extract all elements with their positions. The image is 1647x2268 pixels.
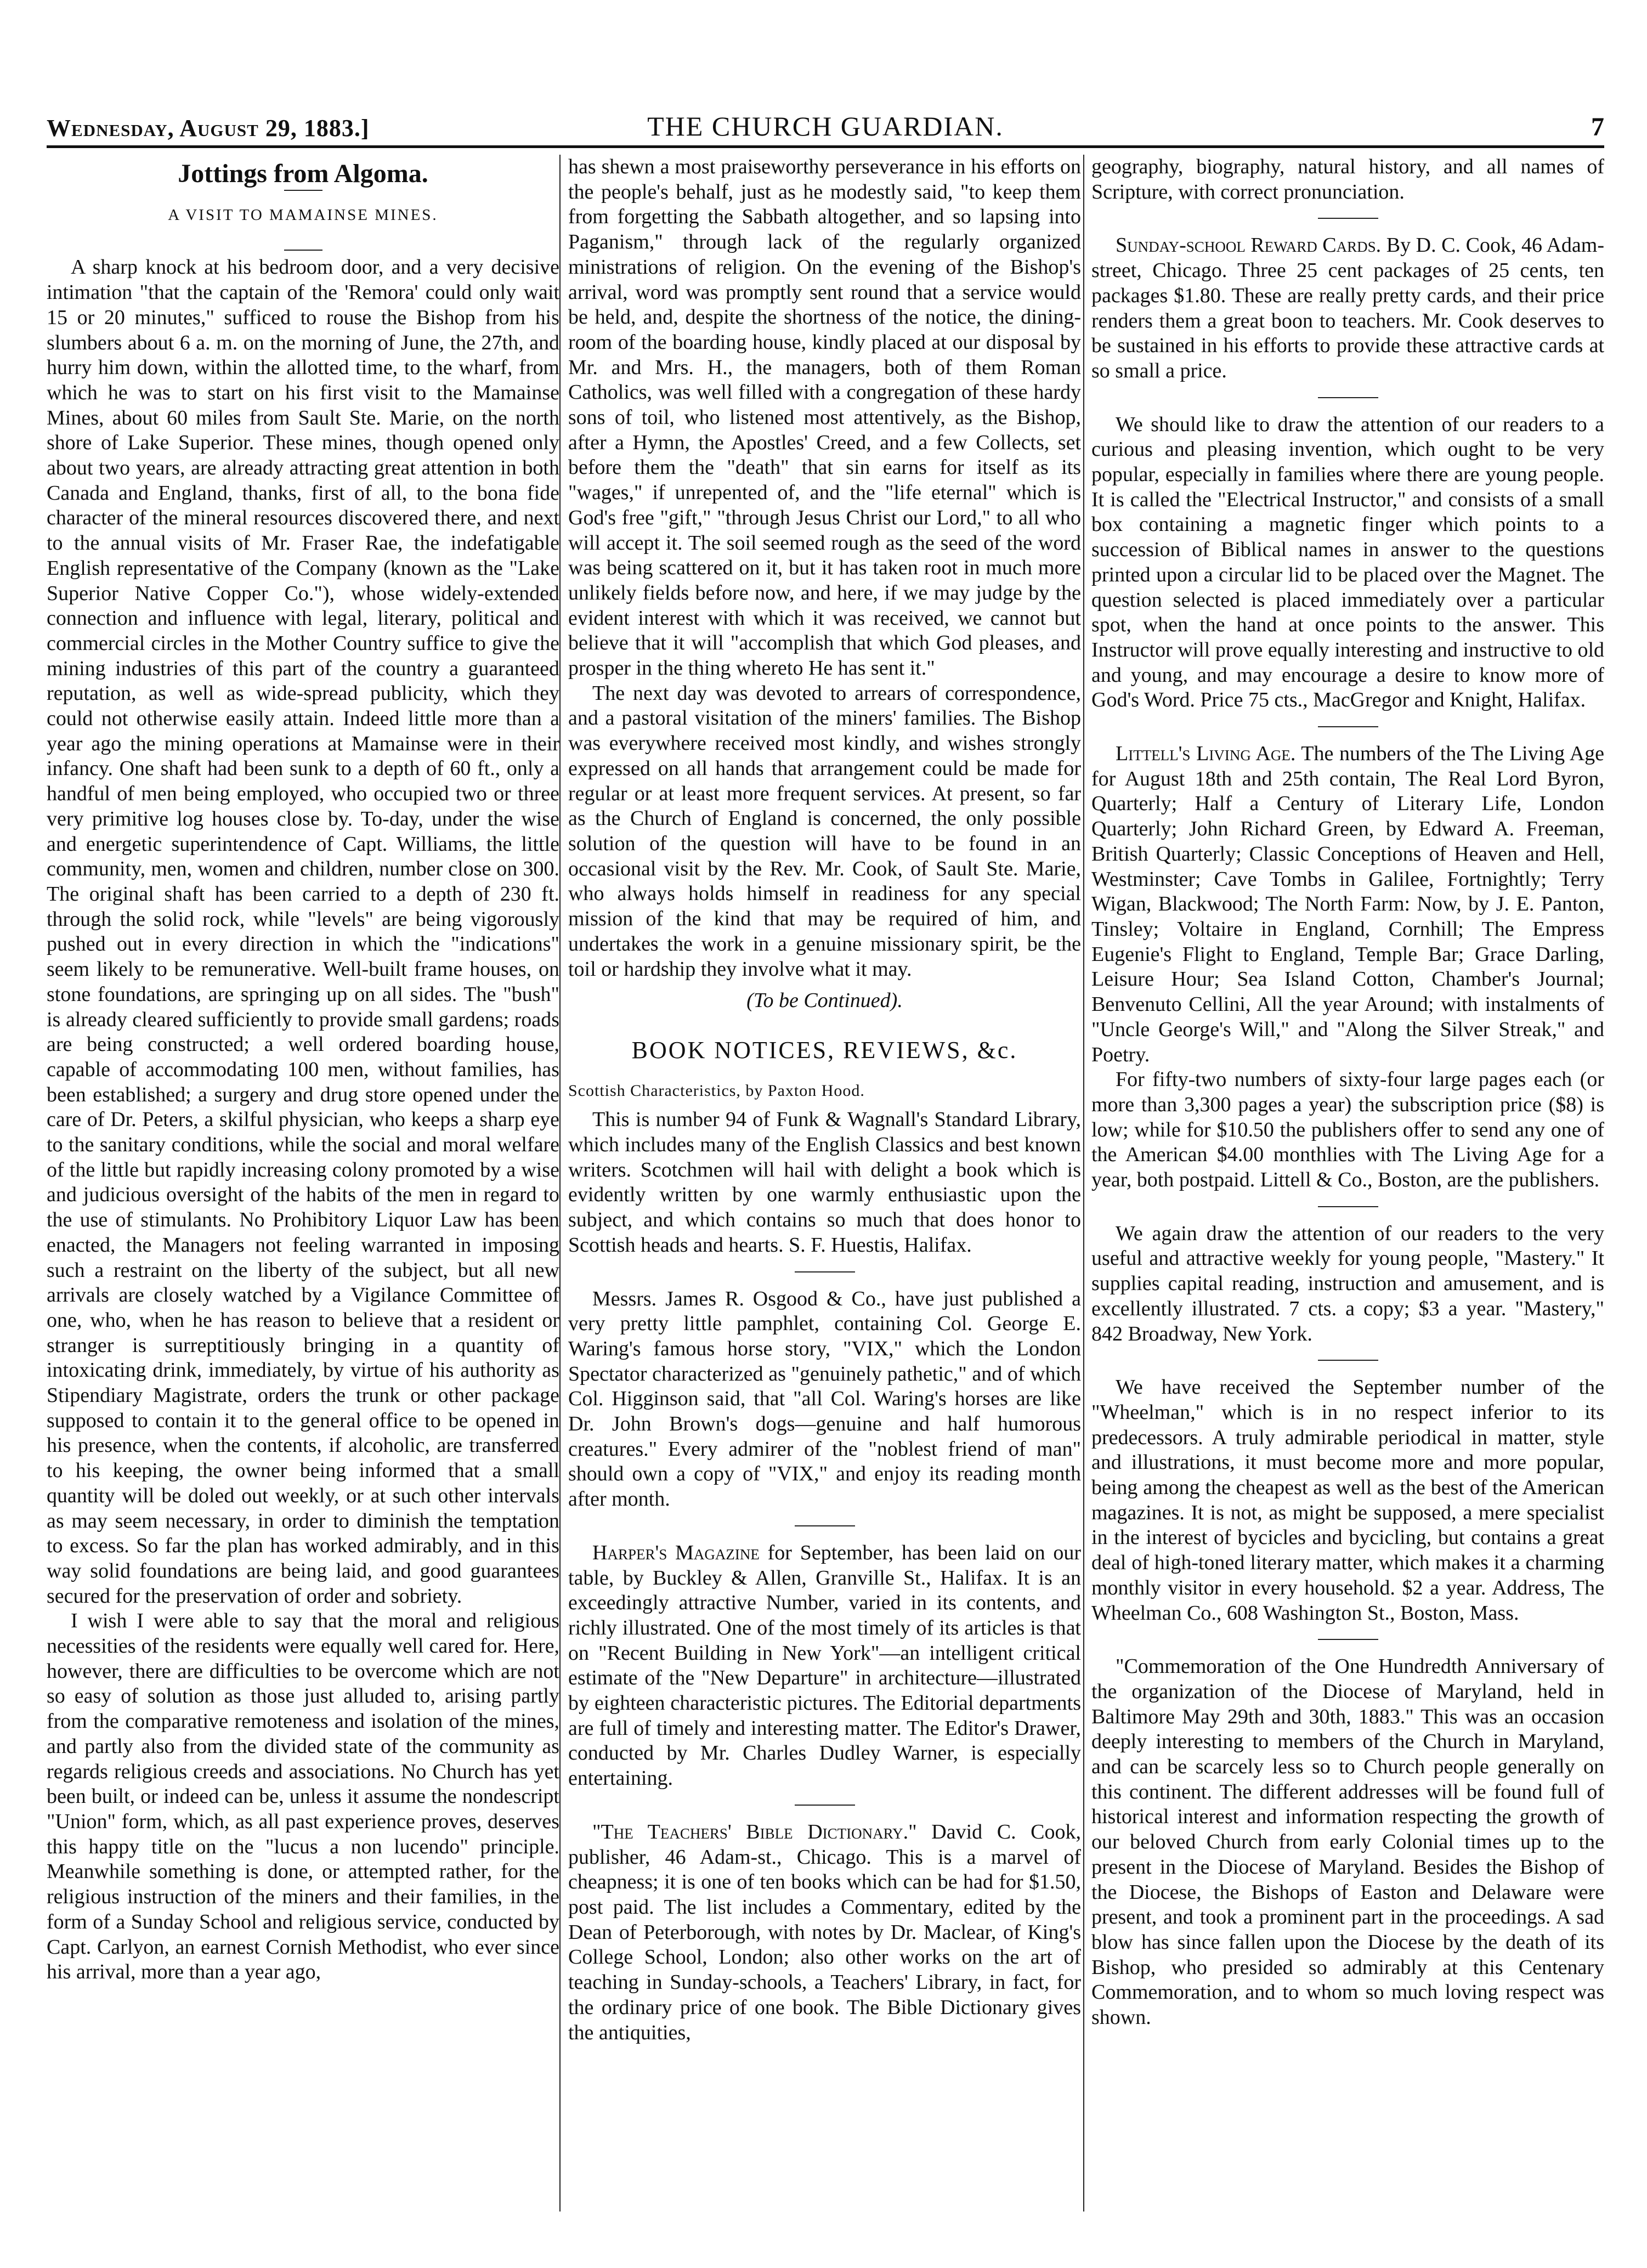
column-2: [568, 155, 1081, 2239]
divider: [795, 1525, 855, 1526]
review-text: for September, has been laid on our table, by Buckley & Allen, Granville St., Halifax. It is an exceedingly attractive Number, varied in its contents, and richly illustrated. One of the most timely of its articles is that on "Recent Building in New York"—an intelligent critical estimate of the "New Departure" in architecture—illustrated by eighteen characteristic pictures. The Editorial departments are full of timely and interesting matter. The Editor's Drawer, conducted by Mr. Charles Dudley Warner, is especially entertaining.: [568, 1541, 1081, 1790]
divider: [1318, 397, 1378, 398]
article-subheading: A VISIT TO MAMAINSE MINES.: [168, 206, 438, 224]
review-item: [568, 1541, 1081, 1791]
review-lead: Littell's Living Age.: [1116, 742, 1296, 766]
article-paragraph: A sharp knock at his bedroom door, and a very decisive intimation "that the captain of the 'Remora' could only wait 15 or 20 minutes," sufficed to rouse the Bishop from his slumbers about 6 a. m. on the morning of June, the 27th, and hurry him down, within the allotted time, to the wharf, from which he was to start on his first visit to the Mamainse Mines, about 60 miles from Sault Ste. Marie, on the north shore of Lake Superior. These mines, though opened only about two years, are already attracting great attention in both Canada and England, thanks, first of all, to the bona fide character of the mineral resources discovered there, and next to the annual visits of Mr. Fraser Rae, the indefatigable English representative of the Company (known as the "Lake Superior Native Copper Co."), whose widely-extended connection and influence with legal, literary, political and commercial circles in the Mother Country suffice to give the mining industries of this part of the country a guaranteed reputation, as well as wide-spread publicity, which they could not otherwise easily attain. Indeed little more than a year ago the mining operations at Mamainse were in their infancy. One shaft had been sunk to a depth of 60 ft., only a handful of men being employed, who occupied two or three very primitive log houses close by. To-day, under the wise and energetic superintendence of Capt. Williams, the little community, men, women and children, number close on 300. The original shaft has been carried to a depth of 230 ft. through the solid rock, while "levels" are being vigorously pushed out in every direction in which the "indications" seem likely to be remunerative. Well-built frame houses, on stone foundations, are springing up on all sides. The "bush" is already cleared sufficiently to provide small gardens; roads are being constructed; a well ordered boarding house, capable of accommodating 100 men, without families, has been established; a surgery and drug store opened under the care of Dr. Peters, a skilful physician, who keeps a sharp eye to the sanitary conditions, while the social and moral welfare of the little but rapidly increasing colony promoted by a wise and judicious oversight of the habits of the men in regard to the use of stimulants. No Prohibitory Liquor Law has been enacted, the Managers not feeling warranted in imposing such a restraint on the liberty of the subject, but all new arrivals are closely watched by a Vigilance Committee of one, who, when he has reason to believe that a resident or stranger is surreptitiously bringing in a quantity of intoxicating drink, immediately, by virtue of his authority as Stipendiary Magistrate, orders the trunk or other package supposed to contain it to the general office to be opened in his presence, when the contents, if alcoholic, are transferred to his keeping, the owner being informed that a small quantity will be doled out weekly, or at such other intervals as may seem necessary, in order to diminish the temptation to excess. So far the plan has worked admirably, and in this way solid foundations are being laid, and good guarantees secured for the preservation of order and sobriety.: [47, 256, 559, 1608]
column-divider: [559, 155, 561, 2212]
review-text: We should like to draw the attention of our readers to a curious and pleasing invention, which ought to be very popular, especially in families where there are young people. It is called the "Electrical Instructor," and consists of a small box containing a magnetic finger which points to a succession of Biblical names in answer to the questions printed upon a circular lid to be placed over the Magnet. The question selected is placed immediately over a particular spot, when the hand at once points to the answer. This Instructor will prove equally interesting and instructive to old and young, and may encourage a desire to know more of God's Word. Price 75 cts., MacGregor and Knight, Halifax.: [1091, 412, 1604, 712]
article-paragraph: I wish I were able to say that the moral and religious necessities of the residents were equally well cared for. Here, however, there are difficulties to be overcome which are not so easy of solution as those just alluded to, arising partly from the comparative remoteness and isolation of the mines, and partly also from the divided state of the community as regards religious creeds and associations. No Church has yet been built, or indeed can be, unless it assume the nondescript "Union" form, which, as all past experience proves, deserves this happy title on the "lucus a non lucendo" principle. Meanwhile something is done, or attempted rather, for the religious instruction of the miners and their families, in the form of a Sunday School and religious service, conducted by Capt. Carlyon, an earnest Cornish Methodist, who ever since his arrival, more than a year ago,: [47, 1609, 559, 1984]
review-text: David C. Cook, publisher, 46 Adam-st., Chicago. This is a marvel of cheapness; it is one of ten books which can be had for $1.50, post paid. The list includes a Commentary, edited by the Dean of Peterborough, with notes by Dr. Maclear, of King's College School, London; also other works on the art of teaching in Sunday-schools, a Teachers' Library, in fact, for the ordinary price of one book. The Bible Dictionary gives the antiquities,: [568, 1820, 1081, 2044]
divider: [795, 1805, 855, 1806]
divider: [284, 190, 322, 191]
article-paragraph: The next day was devoted to arrears of correspondence, and a pastoral visitation of the miners' families. The Bishop was everywhere received most kindly, and wishes strongly expressed on all hands that arrangement could be made for regular or at least more frequent services. At present, so far as the Church of England is concerned, the only possible solution of the question will have to be found in an occasional visit by the Rev. Mr. Cook, of Sault Ste. Marie, who always holds himself in readiness for any special mission of the kind that may be required of him, and undertakes the work in a genuine missionary spirit, be the toil or hardship they involve what it may.: [568, 681, 1081, 981]
section-heading: BOOK NOTICES, REVIEWS, &c.: [631, 1036, 1018, 1064]
issue-date: Wednesday, August 29, 1883.]: [47, 115, 370, 142]
review-lead: Sunday-school Reward Cards.: [1116, 234, 1382, 257]
article-heading: Jottings from Algoma.: [178, 159, 428, 188]
column-3: [1091, 155, 1604, 2239]
review-text: "Commemoration of the One Hundredth Anniversary of the organization of the Diocese of Maryland, held in Baltimore May 29th and 30th, 1883." This was an occasion deeply interesting to members of the Church in Maryland, and can be scarcely less so to Church people generally on this continent. The different addresses will be found full of historical interest and information respecting the growth of our beloved Church from early Colonial times up to the present in the Diocese of Maryland. Besides the Bishop of the Diocese, the Bishops of Easton and Delaware were present, and took a prominent part in the proceedings. A sad blow has since fallen upon the Diocese by the death of its Bishop, who presided so admirably at this Centenary Commemoration, and to whom so much loving respect was shown.: [1091, 1655, 1604, 2029]
continued-note: (To be Continued).: [746, 989, 903, 1013]
column-1: [47, 155, 559, 2239]
review-title: Scottish Characteristics, by Paxton Hood.: [568, 1081, 865, 1100]
divider: [1318, 1639, 1378, 1640]
newspaper-title: THE CHURCH GUARDIAN.: [647, 111, 1004, 142]
review-item: [1091, 233, 1604, 383]
review-text: We again draw the attention of our readers to the very useful and attractive weekly for young people, "Mastery." It supplies capital reading, instruction and amusement, and is excellently illustrated. 7 cts. a copy; $3 a year. "Mastery," 842 Broadway, New York.: [1091, 1221, 1604, 1345]
review-text: For fifty-two numbers of sixty-four large pages each (or more than 3,300 pages a year) the subscription price ($8) is low; while for $10.50 the publishers offer to send any one of the American $4.00 monthlies with The Living Age for a year, both postpaid. Littell & Co., Boston, are the publishers.: [1091, 1068, 1604, 1192]
divider: [284, 250, 322, 251]
column-divider: [1083, 155, 1084, 2212]
review-text: By D. C. Cook, 46 Adam-street, Chicago. Three 25 cent packages of 25 cents, ten packages $1.80. These are really pretty cards, and their price renders them a great boon to teachers. Mr. Cook deserves to be sustained in his efforts to provide these attractive cards at so small a price.: [1091, 234, 1604, 382]
page-number: 7: [1591, 112, 1604, 142]
article-paragraph: has shewn a most praiseworthy perseverance in his efforts on the people's behalf, just as he modestly said, "to keep them from forgetting the Sabbath altogether, and so lapsing into Paganism," through lack of the regularly organized ministrations of religion. On the evening of the Bishop's arrival, word was promptly sent round that a service would be held, and, despite the shortness of the notice, the dining-room of the boarding house, kindly placed at our disposal by Mr. and Mrs. H., the managers, both of them Roman Catholics, was well filled with a congregation of these hardy sons of toil, who listened most attentively, as the Bishop, after a Hymn, the Apostles' Creed, and a few Collects, set before them the "death" that sin earns for itself as its "wages," if unrepented of, and the "life eternal" which is God's free "gift," "through Jesus Christ our Lord," to all who will accept it. The soil seemed rough as the seed of the word was being scattered on it, but it has taken root in much more unlikely fields before now, and here, if we may judge by the evident interest with which it was received, we cannot but believe that it will "accomplish that which God pleases, and prosper in the thing whereto He has sent it.": [568, 155, 1081, 680]
divider: [1318, 218, 1378, 219]
divider: [1318, 726, 1378, 727]
review-text: This is number 94 of Funk & Wagnall's Standard Library, which includes many of the English Classics and best known writers. Scotchmen will hail with delight a book which is evidently written by one warmly enthusiastic upon the subject, and which contains so much that does honor to Scottish heads and hearts. S. F. Huestis, Halifax.: [568, 1108, 1081, 1257]
review-item: [568, 1820, 1081, 2045]
review-text: The numbers of the The Living Age for August 18th and 25th contain, The Real Lord Byron, Quarterly; Half a Century of Literary Life, London Quarterly; John Richard Green, by Edward A. Freeman, British Quarterly; Classic Conceptions of Heaven and Hell, Westminster; Cave Tombs in Galilee, Fortnightly; Terry Wigan, Blackwood; The North Farm: Now, by J. E. Panton, Tinsley; Voltaire in England, Cornhill; The Empress Eugenie's Flight to England, Temple Bar; Grace Darling, Leisure Hour; Sea Island Cotton, Chamber's Journal; Benvenuto Cellini, All the year Around; with instalments of "Uncle George's Will," and "Along the Silver Streak," and Poetry.: [1091, 742, 1604, 1066]
review-item: [1091, 742, 1604, 1067]
review-text: We have received the September number of the "Wheelman," which is in no respect inferior to its predecessors. A truly admirable periodical in matter, style and illustrations, it must become more and more popular, being among the cheapest as well as the best of the American magazines. It is not, as might be supposed, a mere specialist in the interest of bycicles and bycicling, but contains a great deal of high-toned literary matter, which makes it a charming monthly visitor in every household. $2 a year. Address, The Wheelman Co., 608 Washington St., Boston, Mass.: [1091, 1376, 1604, 1625]
review-lead: Harper's Magazine: [592, 1541, 760, 1564]
review-lead: "The Teachers' Bible Dictionary.": [592, 1820, 917, 1843]
divider: [1318, 1360, 1378, 1361]
divider: [1318, 1206, 1378, 1207]
masthead: [47, 112, 1604, 148]
review-text: geography, biography, natural history, and all names of Scripture, with correct pronunciation.: [1091, 155, 1604, 203]
divider: [795, 1271, 855, 1272]
review-text: Messrs. James R. Osgood & Co., have just published a very pretty little pamphlet, containing Col. George E. Waring's famous horse story, "VIX," which the London Spectator characterized as "genuinely pathetic," and of which Col. Higginson said, that "all Col. Waring's horses are like Dr. John Brown's dogs—genuine and half humorous creatures." Every admirer of the "noblest friend of man" should own a copy of "VIX," and enjoy its reading month after month.: [568, 1287, 1081, 1511]
